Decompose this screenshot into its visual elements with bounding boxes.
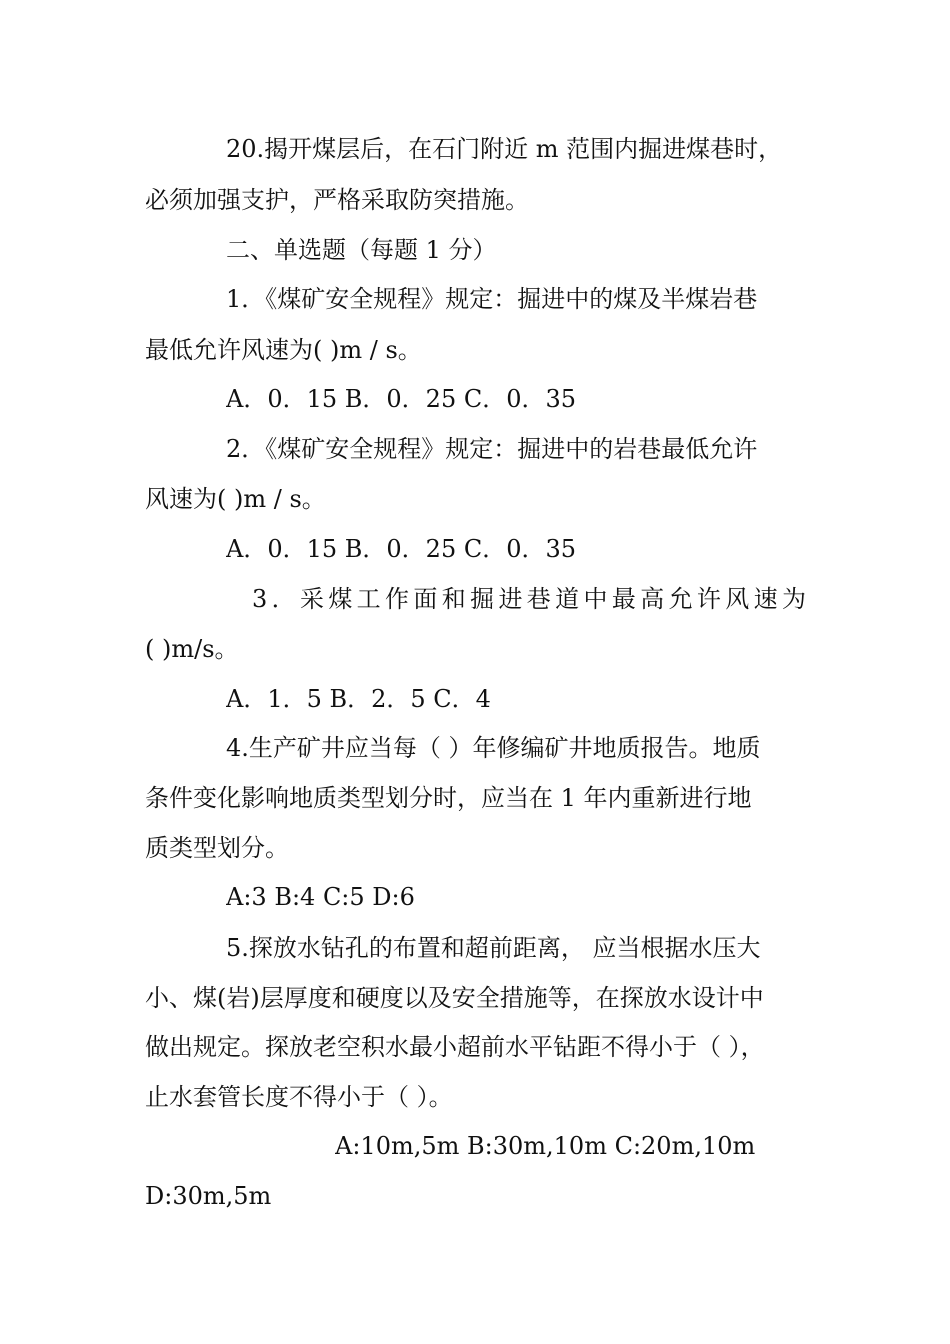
q5-line-3: 做出规定。探放老空积水最小超前水平钻距不得小于（ ）， (145, 1033, 765, 1061)
q5-options-line-1: A:10m,5m B:30m,10m C:20m,10m (335, 1132, 756, 1160)
q20-line-1: 20.揭开煤层后，在石门附近 m 范围内掘进煤巷时， (226, 135, 783, 163)
q1-options: A．0．15 B．0．25 C．0．35 (226, 385, 577, 413)
q4-options: A:3 B:4 C:5 D:6 (226, 883, 415, 911)
q2-line-2: 风速为( )m / s。 (145, 485, 326, 513)
q5-options-line-2: D:30m,5m (145, 1182, 272, 1210)
q3-options: A．1．5 B．2．5 C．4 (226, 685, 491, 713)
q3-line-2: ( )m/s。 (145, 635, 239, 663)
q4-line-2: 条件变化影响地质类型划分时，应当在 1 年内重新进行地 (145, 784, 752, 812)
q20-line-2: 必须加强支护，严格采取防突措施。 (145, 186, 529, 214)
q5-line-1: 5.探放水钻孔的布置和超前距离， 应当根据水压大 (226, 934, 761, 962)
q4-line-1: 4.生产矿井应当每（ ）年修编矿井地质报告。地质 (226, 734, 761, 762)
q2-options: A．0．15 B．0．25 C．0．35 (226, 535, 577, 563)
q5-line-2: 小、煤(岩)层厚度和硬度以及安全措施等，在探放水设计中 (145, 984, 764, 1012)
section-heading: 二、单选题（每题 1 分） (226, 236, 497, 264)
q4-line-3: 质类型划分。 (145, 834, 289, 862)
q1-line-1: 1．《煤矿安全规程》规定：掘进中的煤及半煤岩巷 (226, 285, 758, 313)
q3-line-1: 3．采煤工作面和掘进巷道中最高允许风速为 (252, 585, 806, 613)
q5-line-4: 止水套管长度不得小于（ ）。 (145, 1083, 453, 1111)
q1-line-2: 最低允许风速为( )m / s。 (145, 336, 422, 364)
q2-line-1: 2．《煤矿安全规程》规定：掘进中的岩巷最低允许 (226, 435, 758, 463)
